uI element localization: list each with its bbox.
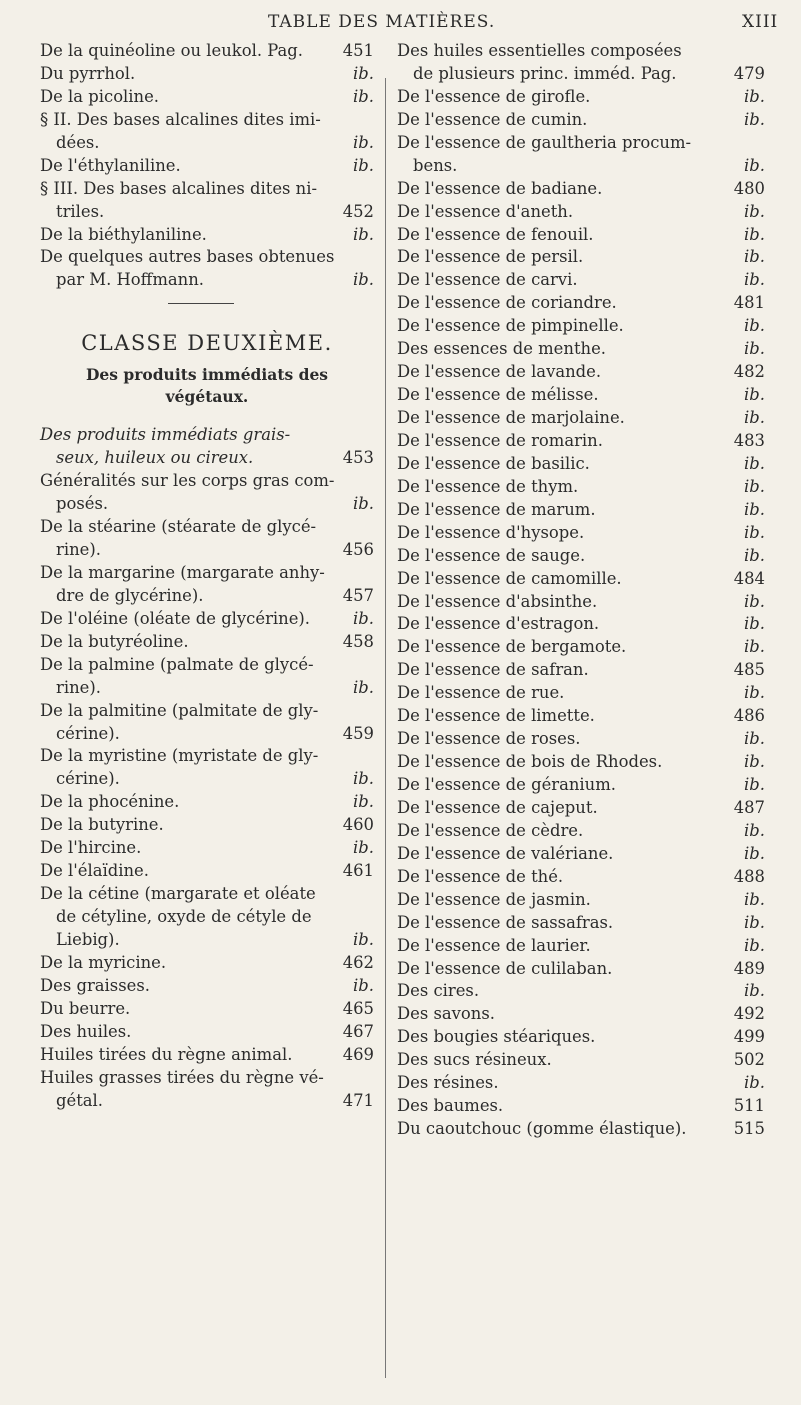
- toc-entry-text: § II. Des bases alcalines dites imi-: [40, 109, 321, 129]
- toc-entry: [397, 155, 765, 178]
- toc-entry-page: 484: [733, 568, 765, 588]
- toc-entry-text: de cétyline, oxyde de cétyle de: [56, 907, 312, 926]
- column-divider: [385, 78, 386, 1378]
- toc-entry-page: 511: [733, 1096, 765, 1116]
- toc-entry-text: De l'essence de cumin.: [397, 109, 588, 129]
- toc-entry-text: rine).: [56, 540, 101, 559]
- toc-entry-page: ib.: [353, 929, 374, 949]
- toc-entry-page: ib.: [353, 608, 374, 628]
- spacer: [40, 408, 374, 424]
- toc-entry-page: 485: [733, 660, 765, 680]
- toc-entry-text: Des bougies stéariques.: [397, 1027, 596, 1047]
- section-rule: [40, 292, 374, 314]
- toc-entry-text: dre de glycérine).: [56, 585, 204, 605]
- toc-entry-page: ib.: [744, 316, 765, 336]
- toc-entry: [397, 980, 765, 1003]
- toc-entry: [397, 613, 765, 636]
- toc-entry: [397, 568, 765, 591]
- toc-entry-page: 482: [733, 362, 765, 382]
- toc-entry-text: De l'essence de thym.: [397, 476, 579, 496]
- left-top-entries: [40, 40, 374, 292]
- toc-entry-text: Huiles tirées du règne animal.: [40, 1044, 293, 1064]
- toc-entry-page: 460: [342, 815, 374, 835]
- toc-entry-text: De l'essence de marjolaine.: [397, 408, 625, 427]
- toc-entry: [397, 407, 765, 430]
- running-head: [0, 12, 801, 38]
- toc-entry-text: De l'essence de persil.: [397, 247, 584, 267]
- toc-entry-page: ib.: [744, 591, 765, 611]
- toc-entry-page: ib.: [744, 224, 765, 244]
- toc-entry-text: Des résines.: [397, 1073, 499, 1093]
- section-heading-page: 453: [342, 448, 374, 468]
- left-column: [40, 40, 374, 1112]
- toc-entry: [397, 132, 765, 155]
- toc-entry-text: De l'essence de lavande.: [397, 362, 602, 382]
- toc-entry-page: ib.: [744, 476, 765, 496]
- toc-entry: [397, 545, 765, 568]
- toc-entry-text: Huiles grasses tirées du règne vé-: [40, 1067, 324, 1087]
- toc-entry-page: ib.: [744, 155, 765, 175]
- toc-entry: [40, 40, 374, 63]
- toc-entry: [397, 1026, 765, 1049]
- toc-entry-text: De la butyrine.: [40, 815, 164, 835]
- toc-entry-page: ib.: [744, 683, 765, 703]
- toc-entry: [397, 705, 765, 728]
- toc-entry-text: De l'oléine (oléate de glycérine).: [40, 608, 311, 628]
- toc-entry-text: Généralités sur les corps gras com-: [40, 471, 335, 491]
- toc-entry: [397, 935, 765, 958]
- toc-entry: [40, 929, 374, 952]
- classe-subtitle-2: végétaux.: [165, 387, 249, 407]
- toc-entry: [397, 384, 765, 407]
- toc-entry-page: 465: [342, 998, 374, 1018]
- toc-entry: [40, 201, 374, 224]
- toc-entry-text: Des huiles.: [40, 1021, 132, 1041]
- toc-entry-page: ib.: [744, 820, 765, 840]
- toc-entry-text: bens.: [413, 155, 458, 175]
- toc-entry: [397, 338, 765, 361]
- toc-entry: [40, 654, 374, 677]
- toc-entry: [397, 246, 765, 269]
- toc-entry-page: 458: [342, 631, 374, 651]
- toc-entry: [397, 430, 765, 453]
- toc-entry-page: 479: [733, 63, 765, 83]
- toc-entry: [397, 269, 765, 292]
- toc-entry-page: 469: [342, 1044, 374, 1064]
- toc-entry-text: dées.: [56, 132, 100, 152]
- toc-entry-text: De l'essence de thé.: [397, 866, 564, 886]
- toc-entry: [40, 631, 374, 654]
- toc-entry-text: De la palmine (palmate de glycé-: [40, 654, 314, 674]
- toc-entry: [397, 1072, 765, 1095]
- toc-entry-text: De l'essence de fenouil.: [397, 224, 594, 244]
- toc-entry-text: De l'essence de jasmin.: [397, 889, 591, 909]
- toc-entry-page: 499: [733, 1027, 765, 1047]
- toc-entry-page: 451: [342, 41, 374, 60]
- toc-entry-page: 457: [342, 585, 374, 605]
- toc-entry-text: De l'essence d'hysope.: [397, 522, 585, 542]
- toc-entry-page: 481: [733, 293, 765, 313]
- toc-entry-text: de plusieurs princ. imméd. Pag.: [413, 63, 677, 83]
- toc-entry-page: ib.: [744, 201, 765, 221]
- toc-entry: [397, 499, 765, 522]
- toc-entry: [397, 682, 765, 705]
- toc-entry-text: De l'essence de basilic.: [397, 453, 590, 473]
- toc-entry: [40, 562, 374, 585]
- toc-entry: [397, 1095, 765, 1118]
- toc-entry-text: De la cétine (margarate et oléate: [40, 884, 316, 904]
- page-header-title: TABLE DES MATIÈRES.: [268, 12, 496, 32]
- toc-entry-text: De l'essence de cèdre.: [397, 820, 584, 840]
- toc-entry: [40, 791, 374, 814]
- toc-entry-text: Du beurre.: [40, 998, 131, 1018]
- toc-entry: [40, 539, 374, 562]
- toc-entry-page: ib.: [744, 1073, 765, 1093]
- toc-entry-page: ib.: [744, 522, 765, 542]
- toc-entry-page: 461: [342, 861, 374, 881]
- toc-entry-page: 502: [733, 1050, 765, 1070]
- toc-entry: [40, 493, 374, 516]
- toc-entry: [397, 292, 765, 315]
- toc-entry: [40, 814, 374, 837]
- toc-entry: [397, 63, 765, 86]
- toc-entry: [397, 774, 765, 797]
- toc-entry-page: ib.: [353, 155, 374, 175]
- toc-entry: [397, 797, 765, 820]
- toc-entry: [40, 516, 374, 539]
- toc-entry-page: ib.: [744, 935, 765, 955]
- toc-entry-text: Des huiles essentielles composées: [397, 41, 682, 60]
- right-column: [397, 40, 765, 1141]
- toc-entry-page: 459: [342, 723, 374, 743]
- toc-entry-text: Liebig).: [56, 929, 120, 949]
- toc-entry-text: De l'éthylaniline.: [40, 155, 181, 175]
- toc-entry: [40, 109, 374, 132]
- toc-entry-page: ib.: [744, 339, 765, 359]
- toc-entry-page: 515: [733, 1119, 765, 1139]
- toc-entry-page: ib.: [353, 677, 374, 697]
- toc-entry-page: 462: [342, 952, 374, 972]
- toc-entry: [397, 40, 765, 63]
- toc-entry-page: 489: [733, 958, 765, 978]
- toc-entry: [40, 677, 374, 700]
- toc-entry: [40, 155, 374, 178]
- toc-entry-text: De l'essence de camomille.: [397, 568, 622, 588]
- toc-entry: [397, 453, 765, 476]
- toc-entry-page: ib.: [744, 729, 765, 749]
- toc-entry-page: ib.: [744, 637, 765, 657]
- toc-entry-text: Du caoutchouc (gomme élastique).: [397, 1119, 687, 1139]
- toc-entry-text: De l'essence de cajeput.: [397, 797, 598, 817]
- toc-entry-text: Des baumes.: [397, 1096, 504, 1116]
- toc-entry-text: De l'essence de safran.: [397, 660, 589, 680]
- toc-entry-text: par M. Hoffmann.: [56, 270, 204, 290]
- toc-entry: [40, 837, 374, 860]
- toc-entry: [40, 700, 374, 723]
- toc-entry-text: Des essences de menthe.: [397, 339, 606, 359]
- toc-entry: [40, 178, 374, 201]
- toc-entry-text: De la quinéoline ou leukol. Pag.: [40, 41, 304, 60]
- toc-entry: [397, 1118, 765, 1141]
- toc-entry: [40, 246, 374, 269]
- toc-entry: [397, 843, 765, 866]
- toc-entry-page: ib.: [353, 838, 374, 858]
- toc-entry-page: ib.: [744, 912, 765, 932]
- toc-entry-text: De l'essence de géranium.: [397, 775, 616, 794]
- toc-entry: [40, 132, 374, 155]
- toc-entry-page: ib.: [744, 843, 765, 863]
- toc-entry-text: De l'essence d'estragon.: [397, 614, 600, 634]
- toc-entry-page: ib.: [744, 270, 765, 290]
- classe-title: CLASSE DEUXIÈME.: [81, 331, 333, 356]
- toc-entry: [40, 723, 374, 746]
- toc-entry: [40, 470, 374, 493]
- toc-entry: [397, 912, 765, 935]
- left-bottom-entries: [40, 470, 374, 1112]
- toc-entry: [397, 86, 765, 109]
- toc-entry-page: ib.: [353, 132, 374, 152]
- toc-entry-text: posés.: [56, 494, 109, 514]
- toc-entry-text: De l'essence de girofle.: [397, 86, 591, 106]
- toc-entry-text: § III. Des bases alcalines dites ni-: [40, 178, 318, 198]
- toc-entry-text: cérine).: [56, 723, 120, 743]
- toc-entry: [397, 1003, 765, 1026]
- toc-entry-text: cérine).: [56, 769, 120, 789]
- page-number: XIII: [742, 12, 779, 32]
- toc-entry-text: De l'essence de sassafras.: [397, 912, 614, 932]
- right-entries: [397, 40, 765, 1141]
- section-heading-text-2: seux, huileux ou cireux.: [56, 448, 254, 468]
- toc-entry-text: De la margarine (margarate anhy-: [40, 562, 325, 582]
- toc-entry: [40, 952, 374, 975]
- toc-entry: [397, 889, 765, 912]
- toc-entry-text: De l'essence d'absinthe.: [397, 591, 598, 611]
- toc-entry-page: ib.: [744, 247, 765, 267]
- toc-entry-page: ib.: [744, 453, 765, 473]
- toc-entry: [397, 109, 765, 132]
- classe-subtitle-1: Des produits immédiats des: [85, 365, 329, 385]
- toc-entry-text: Des cires.: [397, 981, 480, 1001]
- toc-entry-text: De quelques autres bases obtenues: [40, 247, 335, 267]
- toc-entry-text: De l'essence de roses.: [397, 729, 581, 749]
- toc-entry-text: De l'essence de laurier.: [397, 935, 591, 955]
- toc-entry-page: 492: [733, 1004, 765, 1024]
- toc-entry-page: ib.: [353, 769, 374, 789]
- toc-entry-text: De la picoline.: [40, 86, 160, 106]
- toc-entry-page: ib.: [744, 385, 765, 405]
- toc-entry-page: ib.: [353, 975, 374, 995]
- toc-entry: [40, 224, 374, 247]
- toc-entry: [397, 201, 765, 224]
- toc-entry-text: De l'essence de bois de Rhodes.: [397, 752, 663, 772]
- toc-entry: [40, 608, 374, 631]
- toc-entry: [397, 361, 765, 384]
- toc-entry: [40, 1021, 374, 1044]
- toc-entry-page: 467: [342, 1021, 374, 1041]
- toc-entry: [40, 1067, 374, 1090]
- toc-entry: [40, 1090, 374, 1113]
- toc-entry-page: 471: [342, 1090, 374, 1110]
- toc-entry-page: ib.: [353, 86, 374, 106]
- toc-entry-page: 452: [342, 201, 374, 221]
- toc-entry-page: ib.: [744, 86, 765, 106]
- section-heading-text-1: Des produits immédiats grais-: [40, 425, 291, 445]
- toc-entry-text: De l'essence de valériane.: [397, 843, 614, 863]
- toc-entry: [40, 860, 374, 883]
- toc-entry-text: Des sucs résineux.: [397, 1050, 552, 1070]
- toc-entry: [40, 63, 374, 86]
- toc-entry-page: ib.: [353, 270, 374, 290]
- toc-entry-text: De la palmitine (palmitate de gly-: [40, 700, 319, 720]
- toc-entry-page: ib.: [744, 981, 765, 1001]
- toc-entry-text: De la biéthylaniline.: [40, 224, 207, 244]
- toc-entry-text: De l'élaïdine.: [40, 861, 149, 881]
- toc-entry-page: ib.: [744, 752, 765, 772]
- toc-entry: [397, 820, 765, 843]
- toc-entry: [397, 636, 765, 659]
- toc-entry-text: De la phocénine.: [40, 792, 180, 812]
- toc-entry-page: ib.: [744, 545, 765, 565]
- toc-entry: [397, 178, 765, 201]
- toc-entry: [397, 315, 765, 338]
- toc-entry-text: De l'essence de sauge.: [397, 545, 586, 565]
- toc-entry-page: ib.: [744, 614, 765, 634]
- toc-entry-page: ib.: [744, 499, 765, 519]
- toc-entry-page: 480: [733, 178, 765, 198]
- toc-entry-text: De l'essence de badiane.: [397, 178, 603, 198]
- toc-entry: [397, 751, 765, 774]
- toc-entry: [40, 269, 374, 292]
- toc-entry-text: De la butyréoline.: [40, 631, 189, 651]
- toc-entry-page: ib.: [744, 889, 765, 909]
- toc-entry: [40, 585, 374, 608]
- section-heading-line-1: [40, 424, 374, 447]
- toc-entry-page: ib.: [353, 63, 374, 83]
- toc-entry: [397, 728, 765, 751]
- toc-entry-page: 487: [733, 797, 765, 817]
- toc-entry-text: De l'essence de romarin.: [397, 430, 603, 450]
- toc-entry: [397, 591, 765, 614]
- toc-entry: [397, 522, 765, 545]
- toc-entry-text: Des savons.: [397, 1004, 495, 1024]
- toc-entry: [397, 659, 765, 682]
- toc-entry-text: De l'essence d'aneth.: [397, 201, 574, 221]
- toc-entry-text: triles.: [56, 201, 105, 221]
- toc-entry-text: De l'essence de limette.: [397, 706, 595, 726]
- toc-entry-text: De l'essence de culilaban.: [397, 958, 613, 978]
- toc-entry-text: De l'essence de marum.: [397, 499, 596, 519]
- toc-entry: [397, 958, 765, 981]
- toc-entry-page: ib.: [353, 224, 374, 244]
- toc-entry-text: De l'essence de rue.: [397, 683, 565, 703]
- toc-entry-text: gétal.: [56, 1090, 104, 1110]
- toc-entry-page: ib.: [353, 792, 374, 812]
- toc-entry: [40, 1044, 374, 1067]
- toc-entry: [397, 866, 765, 889]
- toc-entry-page: ib.: [353, 494, 374, 514]
- toc-entry-text: De l'essence de gaultheria procum-: [397, 132, 692, 152]
- toc-entry-text: rine).: [56, 677, 101, 697]
- toc-entry: [397, 1049, 765, 1072]
- toc-entry-text: De l'essence de pimpinelle.: [397, 316, 624, 336]
- toc-entry-text: Des graisses.: [40, 975, 150, 995]
- toc-entry: [40, 883, 374, 906]
- toc-entry-page: ib.: [744, 775, 765, 794]
- toc-entry-page: ib.: [744, 109, 765, 129]
- toc-entry: [40, 86, 374, 109]
- toc-entry-text: De la stéarine (stéarate de glycé-: [40, 517, 317, 537]
- toc-entry: [40, 906, 374, 929]
- toc-entry-page: 456: [342, 540, 374, 559]
- toc-entry-page: 486: [733, 706, 765, 726]
- section-heading-line-2: [40, 447, 374, 470]
- toc-entry-text: De la myristine (myristate de gly-: [40, 746, 319, 766]
- toc-entry: [40, 745, 374, 768]
- toc-entry-text: De l'essence de coriandre.: [397, 293, 617, 313]
- toc-entry-text: De l'essence de mélisse.: [397, 385, 599, 405]
- toc-entry-text: Du pyrrhol.: [40, 63, 136, 83]
- toc-entry-page: 488: [733, 866, 765, 886]
- toc-entry: [397, 224, 765, 247]
- toc-entry-text: De l'essence de bergamote.: [397, 637, 627, 657]
- toc-entry-text: De l'essence de carvi.: [397, 270, 578, 290]
- toc-entry: [40, 998, 374, 1021]
- toc-entry-page: 483: [733, 430, 765, 450]
- toc-entry-text: De la myricine.: [40, 952, 167, 972]
- toc-entry: [40, 975, 374, 998]
- toc-entry: [40, 768, 374, 791]
- toc-entry: [397, 476, 765, 499]
- toc-entry-text: De l'hircine.: [40, 838, 142, 858]
- toc-entry-page: ib.: [744, 408, 765, 427]
